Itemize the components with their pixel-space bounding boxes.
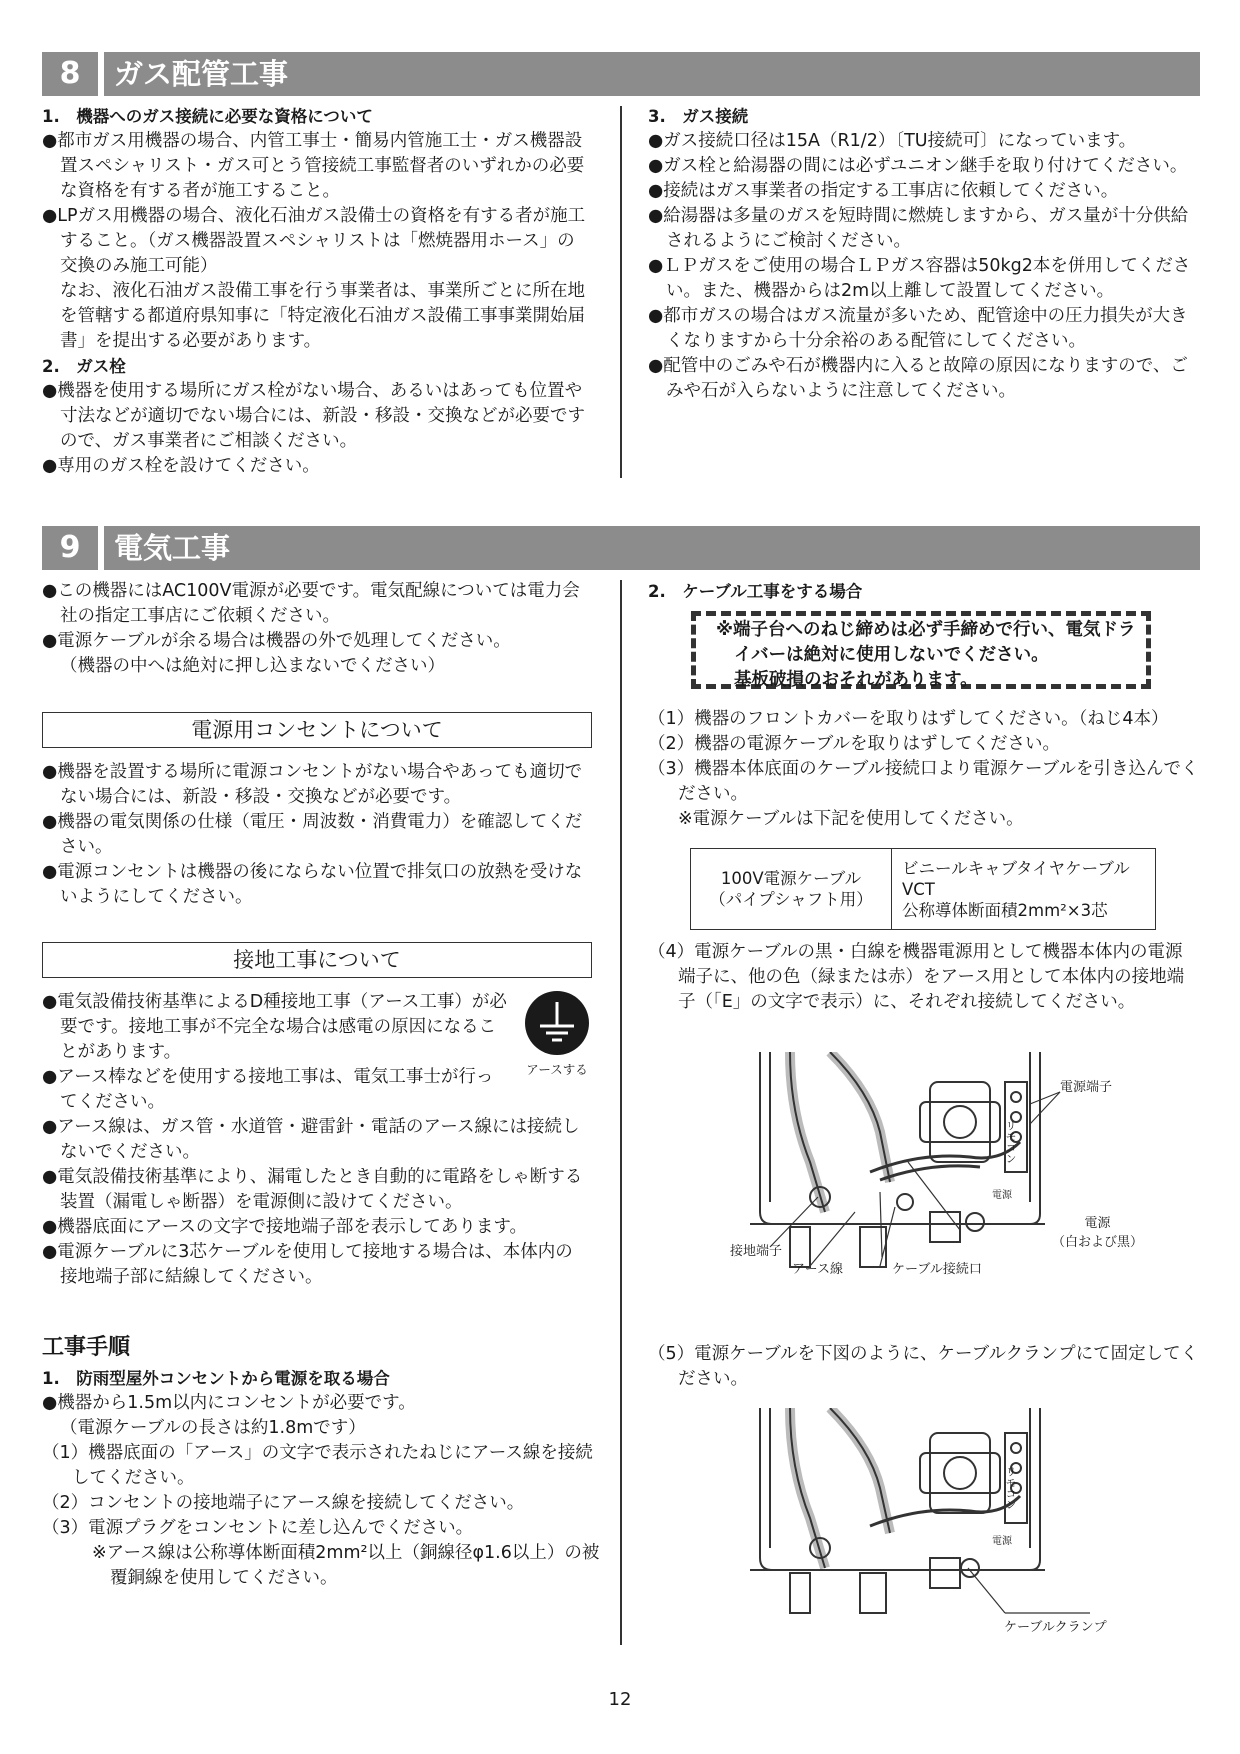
cable-clamp-label: ケーブルクランプ xyxy=(1004,1620,1107,1635)
gas-qualification-bullet: ●都市ガス用機器の場合、内管工事士・簡易内管施工士・ガス機器設置スペシャリスト・ガス可とう管接続工事監督者のいずれかの必要な資格を有する者が施工すること。 xyxy=(42,131,585,201)
grounding-section xyxy=(42,990,590,1290)
procedure-1-bullet: ●機器から1.5m以内にコンセントが必要です。 xyxy=(42,1393,416,1413)
procedure-2-step: （5）電源ケーブルを下図のように、ケーブルクランプにて固定してください。 xyxy=(648,1344,1199,1389)
power-wire-label-line: 電源 xyxy=(1084,1216,1111,1231)
cable-port-label: ケーブル接続口 xyxy=(892,1262,982,1277)
wiring-diagram-2 xyxy=(740,1408,1130,1636)
gas-valve-bullet: ●機器を使用する場所にガス栓がない場合、あるいはあっても位置や寸法などが適切でない場合には、新設・移設・交換などが必要ですので、ガス事業者にご相談ください。 xyxy=(42,381,585,451)
gas-valve-heading: 2. ガス栓 xyxy=(42,357,126,376)
cable-spec-left-cell xyxy=(691,849,892,930)
gas-connection-bullet: ●接続はガス事業者の指定する工事店に依頼してください。 xyxy=(648,181,1119,201)
heater-clamp-illustration xyxy=(740,1408,1130,1636)
cable-spec-right-line: 公称導体断面積2mm²×3芯 xyxy=(902,900,1108,920)
cable-spec-right-cell xyxy=(892,849,1156,930)
grounding-bullet: ●電気設備技術基準によるD種接地工事（アース工事）が必要です。接地工事が不完全な場合は感電の原因になることがあります。 xyxy=(42,992,507,1062)
power-wire-label xyxy=(1052,1212,1143,1250)
cable-spec-left-line: （パイプシャフト用） xyxy=(709,890,873,909)
wiring-diagram-1 xyxy=(730,1052,1150,1302)
cable-spec-right-line: ビニールキャブタイヤケーブル xyxy=(902,858,1130,878)
warning-line: 基板破損のおそれがあります。 xyxy=(734,670,978,690)
grounding-bullet: ●電気設備技術基準により、漏電したとき自動的に電路をしゃ断する装置（漏電しゃ断器）を電源側に設けてください。 xyxy=(42,1167,583,1212)
procedure-2-step-4 xyxy=(648,940,1200,1015)
gas-connection-heading: 3. ガス接続 xyxy=(648,107,749,126)
procedure-1-earth-note: ※アース線は公称導体断面積2mm²以上（銅線径φ1.6以上）の被覆銅線を使用してください。 xyxy=(92,1543,600,1588)
remocon-label: リモコン xyxy=(1004,1466,1017,1510)
gas-qualification-note: なお、液化石油ガス設備工事を行う事業者は、事業所ごとに所在地を管轄する都道府県知事に「特定液化石油ガス設備工事事業開始届書」を提出する必要があります。 xyxy=(60,281,585,351)
procedure-1-note: （電源ケーブルの長さは約1.8mです） xyxy=(60,1418,366,1438)
gas-connection-bullet: ●配管中のごみや石が機器内に入ると故障の原因になりますので、ごみや石が入らないように注意してください。 xyxy=(648,356,1188,401)
page-number: 12 xyxy=(608,1689,632,1710)
gas-qualification-heading: 1. 機器へのガス接続に必要な資格について xyxy=(42,107,373,126)
grounding-bullet: ●アース線は、ガス管・水道管・避雷針・電話のアース線には接続しないでください。 xyxy=(42,1117,580,1162)
ground-icon xyxy=(524,990,590,1056)
outlet-bullet: ●機器の電気関係の仕様（電圧・周波数・消費電力）を確認してください。 xyxy=(42,812,583,857)
power-wire-label-line: （白および黒） xyxy=(1052,1235,1144,1250)
section-8-left-column xyxy=(42,104,590,479)
gas-connection-bullet: ●ＬＰガスをご使用の場合ＬＰガス容器は50kg2本を併用してください。また、機器からは2m以上離して設置してください。 xyxy=(648,256,1191,301)
cable-spec-left-line: 100V電源ケーブル xyxy=(720,869,862,888)
electrical-intro-note: （機器の中へは絶対に押し込まないでください） xyxy=(60,656,445,676)
procedure-2-cable-note: ※電源ケーブルは下記を使用してください。 xyxy=(678,809,1024,829)
grounding-bullet: ●電源ケーブルに3芯ケーブルを使用して接地する場合は、本体内の接地端子部に結線してください。 xyxy=(42,1242,573,1287)
section-8-title: ガス配管工事 xyxy=(114,57,289,91)
warning-box xyxy=(691,611,1151,689)
gas-connection-bullet: ●都市ガスの場合はガス流量が多いため、配管途中の圧力損失が大きくなりますから十分余裕のある配管にしてください。 xyxy=(648,306,1188,351)
electrical-intro xyxy=(42,579,590,679)
cable-spec-right-line: VCT xyxy=(902,879,935,899)
gas-connection-bullet: ●ガス栓と給湯器の間には必ずユニオン継手を取り付けてください。 xyxy=(648,156,1188,176)
procedure-2-heading-wrap xyxy=(648,579,1200,604)
procedure-1-heading: 1. 防雨型屋外コンセントから電源を取る場合 xyxy=(42,1369,390,1388)
section-9-title: 電気工事 xyxy=(114,531,231,565)
section-8-right-column xyxy=(648,104,1200,404)
gas-qualification-bullet: ●LPガス用機器の場合、液化石油ガス設備士の資格を有する者が施工すること。（ガス機器設置スペシャリストは「燃焼器用ホース」の交換のみ施工可能） xyxy=(42,206,586,276)
gas-valve-bullet: ●専用のガス栓を設けてください。 xyxy=(42,456,320,476)
earth-wire-label: アース線 xyxy=(792,1262,843,1277)
outlet-section xyxy=(42,760,590,910)
grounding-bullet: ●アース棒などを使用する接地工事は、電気工事士が行ってください。 xyxy=(42,1067,494,1112)
ground-terminal-label: 接地端子 xyxy=(730,1244,783,1259)
grounding-bullet: ●機器底面にアースの文字で接地端子部を表示してあります。 xyxy=(42,1217,527,1237)
procedure-1-step: （2）コンセントの接地端子にアース線を接続してください。 xyxy=(42,1493,525,1513)
electrical-intro-bullet: ●この機器にはAC100V電源が必要です。電気配線については電力会社の指定工事店にご依頼ください。 xyxy=(42,581,580,626)
cable-spec-table xyxy=(690,848,1156,930)
procedure-2-step: （2）機器の電源ケーブルを取りはずしてください。 xyxy=(648,734,1061,754)
warning-line: ※端子台へのねじ締めは必ず手締めで行い、電気ドライバーは絶対に使用しないでください。 xyxy=(716,620,1136,665)
column-divider-9 xyxy=(620,580,622,1645)
dengen-label: 電源 xyxy=(992,1536,1012,1547)
outlet-bullet: ●電源コンセントは機器の後にならない位置で排気口の放熱を受けないようにしてください。 xyxy=(42,862,583,907)
electrical-intro-bullet: ●電源ケーブルが余る場合は機器の外で処理してください。 xyxy=(42,631,511,651)
gas-connection-bullet: ●給湯器は多量のガスを短時間に燃焼しますから、ガス量が十分供給されるようにご検討ください。 xyxy=(648,206,1189,251)
column-divider-8 xyxy=(620,106,622,478)
ground-symbol xyxy=(520,990,594,1078)
procedure-1-step: （1）機器底面の「アース」の文字で表示されたねじにアース線を接続してください。 xyxy=(42,1443,593,1488)
procedure-2-heading: 2. ケーブル工事をする場合 xyxy=(648,582,863,601)
procedure-heading: 工事手順 xyxy=(42,1335,131,1360)
gas-connection-bullet: ●ガス接続口径は15A（R1/2）〔TU接続可〕になっています。 xyxy=(648,131,1137,151)
procedure-1 xyxy=(42,1366,602,1591)
procedure-2-steps xyxy=(648,707,1200,832)
section-9-number: 9 xyxy=(42,526,104,570)
section-9-header xyxy=(42,526,1200,570)
procedure-2-step: （1）機器のフロントカバーを取りはずしてください。（ねじ4本） xyxy=(648,709,1169,729)
power-terminal-label: 電源端子 xyxy=(1060,1080,1113,1095)
grounding-box-heading: 接地工事について xyxy=(42,942,592,978)
remocon-label: リモコン xyxy=(1004,1120,1017,1164)
section-8-number: 8 xyxy=(42,52,104,96)
section-8-header xyxy=(42,52,1200,96)
dengen-label: 電源 xyxy=(992,1190,1012,1201)
procedure-1-step: （3）電源プラグをコンセントに差し込んでください。 xyxy=(42,1518,474,1538)
procedure-2-step: （4）電源ケーブルの黒・白線を機器電源用として機器本体内の電源端子に、他の色（緑または赤）をアース用として本体内の接地端子（「E」の文字で表示）に、それぞれ接続してください。 xyxy=(648,942,1185,1012)
ground-icon-label: アースする xyxy=(526,1062,588,1077)
outlet-bullet: ●機器を設置する場所に電源コンセントがない場合やあっても適切でない場合には、新設・移設・交換などが必要です。 xyxy=(42,762,583,807)
outlet-box-heading: 電源用コンセントについて xyxy=(42,712,592,748)
procedure-2-step-5 xyxy=(648,1342,1200,1392)
procedure-2-step: （3）機器本体底面のケーブル接続口より電源ケーブルを引き込んでください。 xyxy=(648,759,1199,804)
